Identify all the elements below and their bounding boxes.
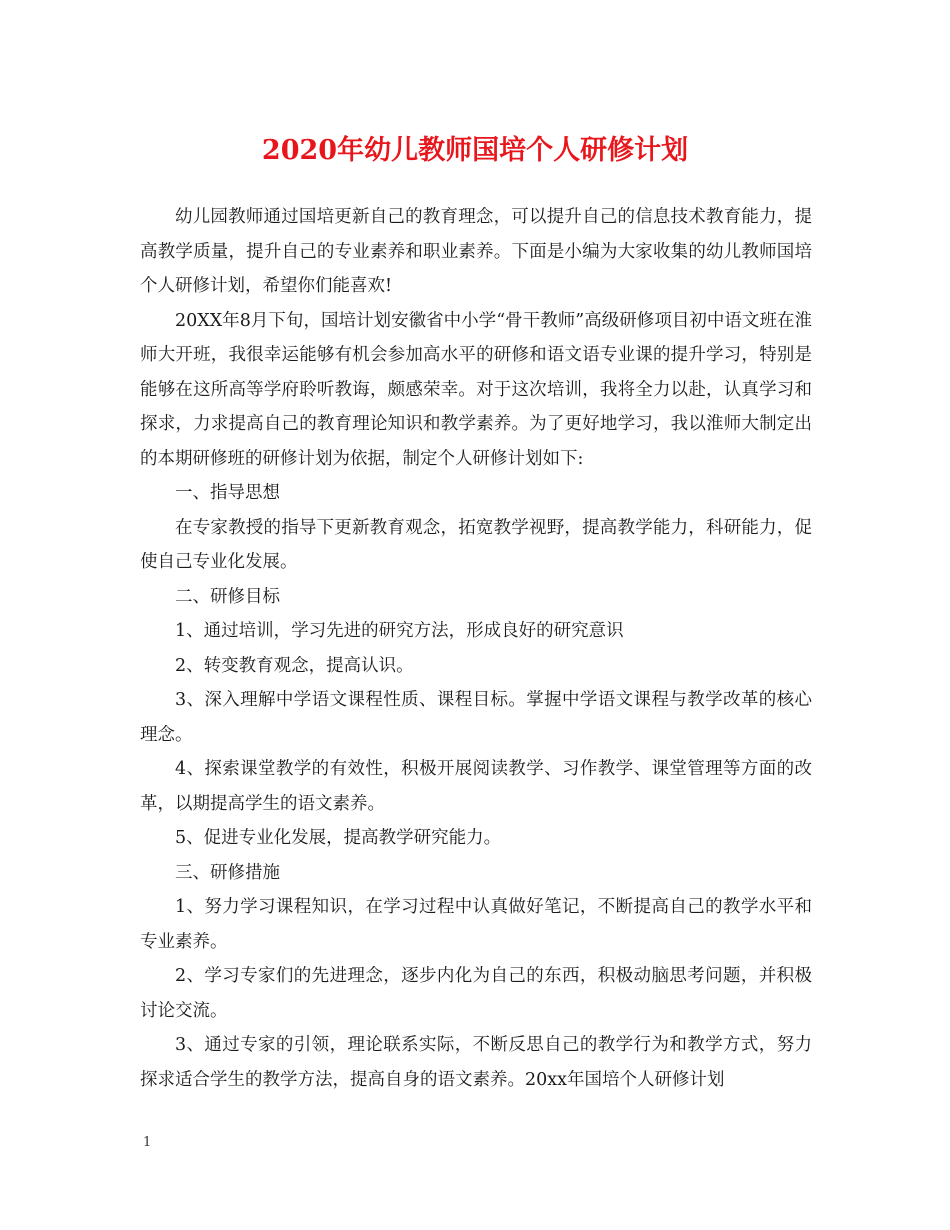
paragraph: 幼儿园教师通过国培更新自己的教育理念，可以提升自己的信息技术教育能力，提高教学质量，提升自己的专业素养和职业素养。下面是小编为大家收集的幼儿教师国培个人研修计划，希望你们能喜欢! (140, 207, 812, 296)
document-body (140, 200, 812, 1097)
page-number: 1 (143, 1135, 152, 1150)
list-item: 1、努力学习课程知识，在学习过程中认真做好笔记，不断提高自己的教学水平和专业素养。 (140, 897, 812, 952)
list-item: 3、通过专家的引领，理论联系实际，不断反思自己的教学行为和教学方式，努力探求适合学生的教学方法，提高自身的语文素养。20xx年国培个人研修计划 (140, 1035, 812, 1090)
list-item: 1、通过培训，学习先进的研究方法，形成良好的研究意识 (175, 621, 624, 641)
list-item: 2、学习专家们的先进理念，逐步内化为自己的东西，积极动脑思考问题，并积极讨论交流。 (140, 966, 812, 1021)
document-title: 2020年幼儿教师国培个人研修计划 (261, 135, 689, 166)
section-heading: 二、研修目标 (175, 586, 280, 607)
paragraph: 在专家教授的指导下更新教育观念，拓宽教学视野，提高教学能力，科研能力，促使自己专业化发展。 (140, 517, 812, 572)
list-item: 5、促进专业化发展，提高教学研究能力。 (175, 828, 502, 848)
list-item: 4、探索课堂教学的有效性，积极开展阅读教学、习作教学、课堂管理等方面的改革，以期提高学生的语文素养。 (140, 759, 812, 814)
section-heading: 一、指导思想 (175, 483, 280, 503)
list-item: 3、深入理解中学语文课程性质、课程目标。掌握中学语文课程与教学改革的核心理念。 (140, 690, 812, 745)
list-item: 2、转变教育观念，提高认识。 (175, 655, 414, 676)
section-heading: 三、研修措施 (175, 862, 280, 883)
paragraph: 20XX年8月下旬，国培计划安徽省中小学“骨干教师”高级研修项目初中语文班在淮师大开班，我很幸运能够有机会参加高水平的研修和语文语专业课的提升学习，特别是能够在这所高等学府聆听教诲，颇感荣幸。对于这次培训，我将全力以赴，认真学习和探求，力求提高自己的教育理论知识和教学素养。为了更好地学习，我以淮师大制定出的本期研修班的研修计划为依据，制定个人研修计划如下: (140, 310, 812, 469)
